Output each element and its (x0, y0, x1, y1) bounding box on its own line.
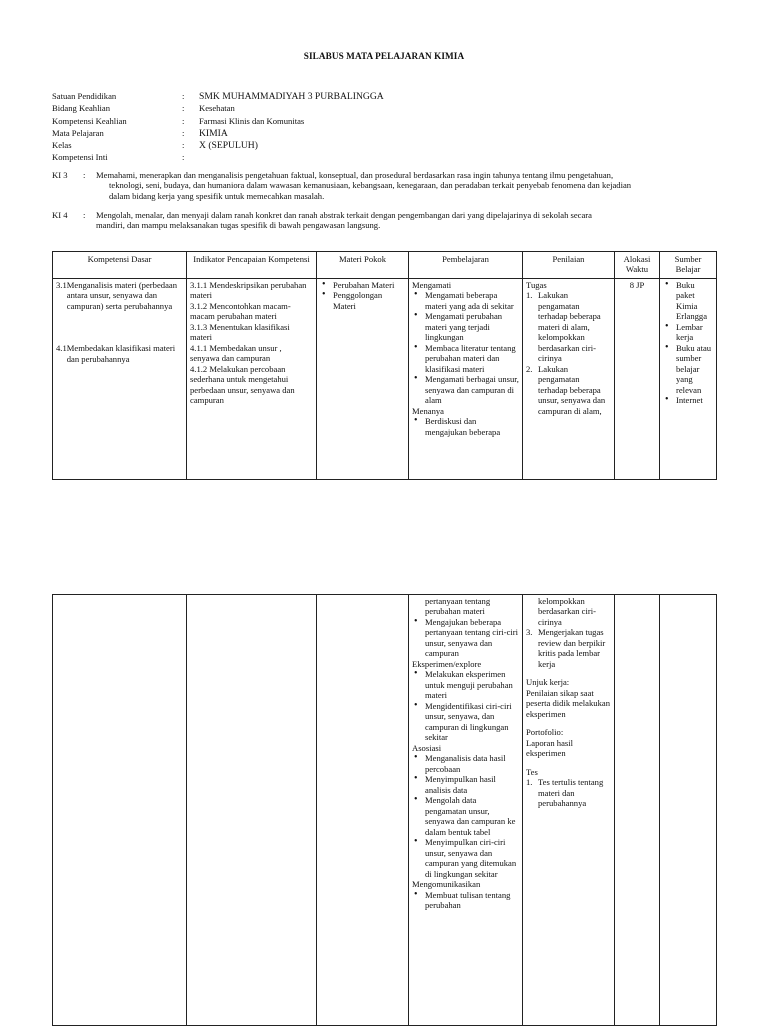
ki4-label: KI 4 (52, 210, 68, 220)
item-text: Tes tertulis tentang materi dan perubahannya (538, 777, 604, 809)
pembelajaran-item: • Mengamati berbagai unsur, senyawa dan campuran di alam (425, 374, 519, 405)
materi-item: • Penggolongan Materi (333, 290, 405, 311)
kd-number: 4.1 (56, 343, 67, 354)
meta-colon: : (182, 91, 185, 101)
penilaian-text: Penilaian sikap saat peserta didik melakukan eksperimen (526, 687, 610, 719)
ki3-colon: : (83, 170, 86, 180)
kd-text: Membedakan klasifikasi materi dan perubahannya (66, 343, 176, 364)
ki3-line: Memahami, menerapkan dan menganalisis pengetahuan faktual, konseptual, dan prosedural berdasarkan rasa ingin tahunya tentang ilmu pengetahuan, (96, 170, 614, 180)
ki3-row (52, 170, 716, 201)
penilaian-continued: kelompokkan berdasarkan ciri-cirinya (538, 596, 596, 627)
kd-item (56, 280, 183, 311)
header-indikator: Indikator Pencapaian Kompetensi (187, 252, 317, 279)
item-number: 3. (526, 627, 533, 638)
penilaian-heading: Tes (526, 766, 538, 777)
meta-label: Kelas (52, 140, 72, 151)
pembelajaran-item: • Menyimpulkan ciri-ciri unsur, senyawa dan campuran yang ditemukan di lingkungan sekitar (425, 837, 519, 879)
penilaian-item (526, 290, 611, 364)
meta-colon: : (182, 152, 185, 163)
penilaian-item (526, 627, 611, 669)
meta-row-satuan (52, 91, 384, 103)
ki4-line: mandiri, dan mampu melaksanakan tugas spesifik di bawah pengawasan langsung. (96, 220, 381, 231)
meta-value: KIMIA (199, 127, 228, 139)
indikator-item: 3.1.3 Menentukan klasifikasi materi (190, 321, 290, 343)
cell-indikator (187, 279, 317, 480)
indikator-item: 4.1.2 Melakukan percobaan sederhana untuk mengetahui perbedaan unsur, senyawa dan campuran (190, 363, 295, 406)
cell-kompetensi-dasar (53, 279, 187, 480)
ki4-row (52, 210, 716, 231)
item-text: Lakukan pengamatan terhadap beberapa materi di alam, kelompokkan berdasarkan ciri-cirinya (538, 290, 601, 364)
meta-row-kompetensi-keahlian (52, 116, 384, 128)
syllabus-table-page1 (52, 251, 717, 480)
meta-row-mapel (52, 128, 384, 140)
cell-sumber-belajar (660, 595, 717, 1026)
pembelajaran-heading: Menanya (412, 405, 444, 416)
meta-row-kelas (52, 140, 384, 152)
cell-pembelajaran (409, 279, 523, 480)
cell-penilaian (523, 595, 615, 1026)
cell-alokasi-waktu (615, 279, 660, 480)
ki3-line: teknologi, seni, budaya, dan humaniora dalam wawasan kemanusiaan, kebangsaan, kenegaraan, dan peradaban terkait penyebab fenomena dan kejadian (109, 180, 632, 191)
kd-text: Menganalisis materi (perbedaan antara unsur, senyawa dan campuran) serta perubahannya (66, 280, 177, 311)
cell-sumber-belajar (660, 279, 717, 480)
pembelajaran-continued: pertanyaan tentang perubahan materi (425, 596, 491, 617)
pembelajaran-heading: Mengomunikasikan (412, 879, 481, 890)
penilaian-item (526, 777, 611, 809)
materi-item: • Perubahan Materi (333, 280, 405, 290)
cell-kompetensi-dasar (53, 595, 187, 1026)
item-number: 2. (526, 363, 533, 374)
meta-colon: : (182, 127, 185, 138)
pembelajaran-item: • Menganalisis data hasil percobaan (425, 753, 519, 774)
meta-label: Satuan Pendidikan (52, 91, 117, 101)
meta-colon: : (182, 115, 185, 126)
pembelajaran-item: • Mengolah data pengamatan unsur, senyawa dan campuran ke dalam bentuk tabel (425, 795, 519, 837)
penilaian-heading: Portofolio: (526, 727, 564, 738)
indikator-item: 4.1.1 Membedakan unsur , senyawa dan campuran (190, 342, 282, 364)
indikator-item: 3.1.2 Mencontohkan macam-macam perubahan materi (190, 300, 291, 322)
meta-label: Mata Pelajaran (52, 127, 104, 138)
meta-label: Kompetensi Keahlian (52, 115, 127, 126)
item-text: Lakukan pengamatan terhadap beberapa unsur, senyawa dan campuran di alam, (538, 363, 606, 416)
cell-materi-pokok (317, 595, 409, 1026)
kd-number: 3.1 (56, 280, 67, 290)
pembelajaran-heading: Eksperimen/explore (412, 658, 482, 669)
header-sumber-belajar: Sumber Belajar (660, 252, 717, 279)
ki3-label: KI 3 (52, 170, 68, 180)
meta-label: Bidang Keahlian (52, 103, 110, 114)
ki4-line: Mengolah, menalar, dan menyaji dalam ranah konkret dan ranah abstrak terkait dengan pengembangan dari yang dipelajarinya di sekolah secara (96, 210, 592, 220)
table-header-row (53, 252, 717, 279)
sumber-item: • Buku paket Kimia Erlangga (676, 280, 713, 322)
pembelajaran-item: • Membaca literatur tentang perubahan materi dan klasifikasi materi (425, 343, 519, 374)
penilaian-heading: Tugas (526, 280, 547, 290)
cell-materi-pokok (317, 279, 409, 480)
item-number: 1. (526, 290, 533, 301)
item-number: 1. (526, 777, 533, 788)
sumber-item: • Buku atau sumber belajar yang relevan (676, 343, 713, 395)
meta-value: SMK MUHAMMADIYAH 3 PURBALINGGA (199, 91, 384, 102)
ki4-text (96, 210, 716, 231)
cell-alokasi-waktu (615, 595, 660, 1026)
ki3-line: dalam bidang kerja yang spesifik untuk memecahkan masalah. (109, 190, 325, 201)
document-title: SILABUS MATA PELAJARAN KIMIA (303, 51, 465, 61)
meta-value: X (SEPULUH) (199, 140, 258, 152)
meta-value: Kesehatan (199, 103, 235, 114)
header-pembelajaran: Pembelajaran (409, 252, 523, 279)
meta-row-bidang (52, 103, 384, 115)
pembelajaran-item: • Mengamati perubahan materi yang terjadi lingkungan (425, 311, 519, 342)
header-materi-pokok: Materi Pokok (317, 252, 409, 279)
pembelajaran-item: • Berdiskusi dan mengajukan beberapa (425, 416, 519, 437)
item-text: Mengerjakan tugas review dan berpikir kritis pada lembar kerja (538, 627, 606, 669)
identity-block (52, 91, 384, 165)
pembelajaran-heading: Asosiasi (412, 742, 442, 753)
pembelajaran-heading: Mengamati (412, 280, 452, 290)
cell-indikator (187, 595, 317, 1026)
pembelajaran-item: • Mengamati beberapa materi yang ada di sekitar (425, 290, 519, 311)
alokasi-value: 8 JP (629, 280, 645, 290)
meta-row-kompetensi-inti (52, 152, 384, 164)
ki3-text (96, 170, 716, 201)
pembelajaran-item: • Membuat tulisan tentang perubahan (425, 890, 519, 911)
indikator-item: 3.1.1 Mendeskripsikan perubahan materi (190, 280, 307, 301)
pembelajaran-item: • Mengajukan beberapa pertanyaan tentang ciri-ciri unsur, senyawa dan campuran (425, 617, 519, 659)
header-penilaian: Penilaian (523, 252, 615, 279)
meta-label: Kompetensi Inti (52, 152, 108, 163)
table-row (53, 279, 717, 480)
penilaian-heading: Unjuk kerja: (526, 677, 570, 688)
pembelajaran-item: • Melakukan eksperimen untuk menguji perubahan materi (425, 669, 519, 700)
ki4-colon: : (83, 210, 86, 220)
header-alokasi-waktu: Alokasi Waktu (615, 252, 660, 279)
sumber-item: • Lembar kerja (676, 322, 713, 343)
penilaian-text: Laporan hasil eksperimen (526, 737, 574, 759)
cell-pembelajaran (409, 595, 523, 1026)
pembelajaran-item: • Menyimpulkan hasil analisis data (425, 774, 519, 795)
table-row (53, 595, 717, 1026)
syllabus-table-page2 (52, 594, 717, 1026)
cell-penilaian (523, 279, 615, 480)
sumber-item: • Internet (676, 395, 713, 405)
meta-value: Farmasi Klinis dan Komunitas (199, 115, 305, 126)
kd-item (56, 343, 183, 364)
penilaian-item (526, 363, 611, 416)
meta-colon: : (182, 140, 185, 151)
header-kompetensi-dasar: Kompetensi Dasar (53, 252, 187, 279)
pembelajaran-item: • Mengidentifikasi ciri-ciri unsur, senyawa, dan campuran di lingkungan sekitar (425, 701, 519, 743)
meta-colon: : (182, 103, 185, 114)
